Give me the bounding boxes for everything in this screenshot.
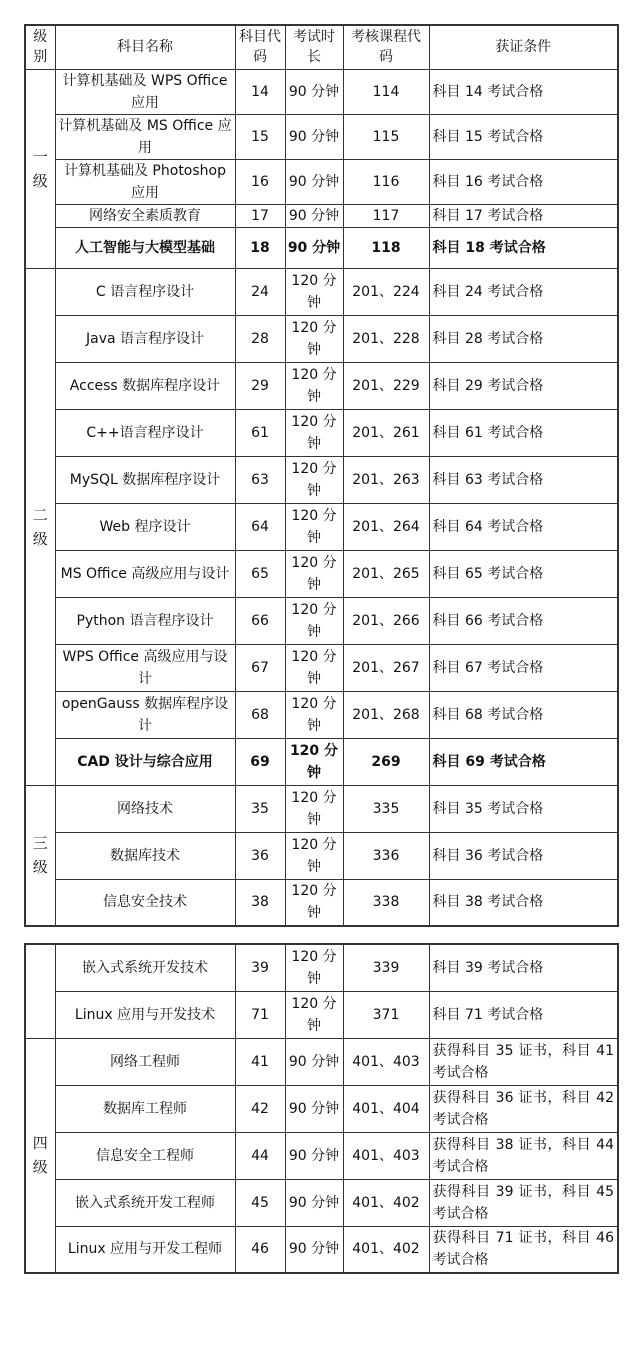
subject-code: 18 (235, 227, 285, 268)
course-code: 115 (343, 114, 429, 159)
cert-condition: 科目 64 考试合格 (429, 503, 618, 550)
cert-condition: 科目 28 考试合格 (429, 315, 618, 362)
course-code: 201、266 (343, 597, 429, 644)
cert-condition: 科目 68 考试合格 (429, 691, 618, 738)
course-code: 336 (343, 832, 429, 879)
header-name: 科目名称 (55, 25, 235, 69)
subject-name: C++语言程序设计 (55, 409, 235, 456)
subject-code: 35 (235, 785, 285, 832)
subject-code: 36 (235, 832, 285, 879)
subject-name: 计算机基础及 MS Office 应用 (55, 114, 235, 159)
subject-name: 计算机基础及 WPS Office 应用 (55, 69, 235, 114)
cert-condition: 科目 38 考试合格 (429, 879, 618, 926)
subject-name: 数据库技术 (55, 832, 235, 879)
exam-duration: 120 分钟 (285, 409, 343, 456)
subject-name: 网络工程师 (55, 1038, 235, 1085)
course-code: 371 (343, 991, 429, 1038)
subject-code: 63 (235, 456, 285, 503)
header-duration: 考试时长 (285, 25, 343, 69)
subject-name: 信息安全工程师 (55, 1132, 235, 1179)
exam-subjects-table-2 (24, 943, 619, 1274)
level-2-cell: 二 级 (25, 268, 55, 785)
subject-code: 66 (235, 597, 285, 644)
course-code: 339 (343, 944, 429, 991)
subject-code: 24 (235, 268, 285, 315)
subject-code: 46 (235, 1226, 285, 1273)
table-row (25, 1085, 618, 1132)
cert-condition: 科目 16 考试合格 (429, 159, 618, 204)
course-code: 401、404 (343, 1085, 429, 1132)
table-header-row (25, 25, 618, 69)
exam-subjects-table-1 (24, 24, 619, 927)
table-row (25, 1038, 618, 1085)
table-row (25, 268, 618, 315)
subject-code: 69 (235, 738, 285, 785)
subject-code: 28 (235, 315, 285, 362)
table-row (25, 1132, 618, 1179)
exam-duration: 90 分钟 (285, 114, 343, 159)
table-row (25, 738, 618, 785)
exam-duration: 90 分钟 (285, 1132, 343, 1179)
course-code: 401、403 (343, 1038, 429, 1085)
subject-code: 29 (235, 362, 285, 409)
cert-condition: 科目 67 考试合格 (429, 644, 618, 691)
subject-code: 65 (235, 550, 285, 597)
table-row (25, 597, 618, 644)
cert-condition: 科目 36 考试合格 (429, 832, 618, 879)
subject-name: Python 语言程序设计 (55, 597, 235, 644)
table-row (25, 785, 618, 832)
course-code: 201、263 (343, 456, 429, 503)
subject-name: Linux 应用与开发技术 (55, 991, 235, 1038)
subject-name: MS Office 高级应用与设计 (55, 550, 235, 597)
exam-duration: 90 分钟 (285, 69, 343, 114)
table-row (25, 1179, 618, 1226)
level-4-continued-cell (25, 944, 55, 1038)
subject-name: 嵌入式系统开发工程师 (55, 1179, 235, 1226)
table-row (25, 159, 618, 204)
subject-code: 39 (235, 944, 285, 991)
header-code: 科目代码 (235, 25, 285, 69)
subject-code: 67 (235, 644, 285, 691)
subject-name: 计算机基础及 Photoshop 应用 (55, 159, 235, 204)
exam-duration: 120 分钟 (285, 315, 343, 362)
table-row (25, 691, 618, 738)
course-code: 401、402 (343, 1179, 429, 1226)
subject-code: 41 (235, 1038, 285, 1085)
course-code: 201、224 (343, 268, 429, 315)
cert-condition: 科目 35 考试合格 (429, 785, 618, 832)
exam-duration: 120 分钟 (285, 738, 343, 785)
cert-condition: 科目 39 考试合格 (429, 944, 618, 991)
exam-duration: 120 分钟 (285, 503, 343, 550)
header-course-code: 考核课程代码 (343, 25, 429, 69)
table-row (25, 69, 618, 114)
table-row (25, 550, 618, 597)
course-code: 118 (343, 227, 429, 268)
subject-name: C 语言程序设计 (55, 268, 235, 315)
course-code: 338 (343, 879, 429, 926)
table-row (25, 227, 618, 268)
table-row (25, 832, 618, 879)
cert-condition: 获得科目 35 证书，科目 41 考试合格 (429, 1038, 618, 1085)
table-row (25, 991, 618, 1038)
course-code: 201、228 (343, 315, 429, 362)
exam-duration: 120 分钟 (285, 550, 343, 597)
subject-name: Java 语言程序设计 (55, 315, 235, 362)
level-3-cell: 三 级 (25, 785, 55, 926)
header-condition: 获证条件 (429, 25, 618, 69)
course-code: 117 (343, 204, 429, 227)
exam-duration: 90 分钟 (285, 1085, 343, 1132)
exam-duration: 120 分钟 (285, 362, 343, 409)
exam-duration: 120 分钟 (285, 597, 343, 644)
subject-name: Web 程序设计 (55, 503, 235, 550)
exam-duration: 120 分钟 (285, 991, 343, 1038)
subject-name: 数据库工程师 (55, 1085, 235, 1132)
course-code: 201、261 (343, 409, 429, 456)
subject-name: 信息安全技术 (55, 879, 235, 926)
exam-duration: 120 分钟 (285, 944, 343, 991)
cert-condition: 科目 29 考试合格 (429, 362, 618, 409)
course-code: 401、402 (343, 1226, 429, 1273)
exam-duration: 120 分钟 (285, 691, 343, 738)
cert-condition: 科目 71 考试合格 (429, 991, 618, 1038)
course-code: 201、265 (343, 550, 429, 597)
course-code: 201、268 (343, 691, 429, 738)
table-row (25, 315, 618, 362)
exam-duration: 90 分钟 (285, 1179, 343, 1226)
subject-code: 45 (235, 1179, 285, 1226)
course-code: 201、264 (343, 503, 429, 550)
subject-name: Access 数据库程序设计 (55, 362, 235, 409)
subject-name: openGauss 数据库程序设计 (55, 691, 235, 738)
exam-duration: 120 分钟 (285, 644, 343, 691)
table-row (25, 409, 618, 456)
subject-name: 网络安全素质教育 (55, 204, 235, 227)
subject-name: 人工智能与大模型基础 (55, 227, 235, 268)
exam-duration: 120 分钟 (285, 456, 343, 503)
subject-name: 网络技术 (55, 785, 235, 832)
subject-code: 68 (235, 691, 285, 738)
subject-name: WPS Office 高级应用与设计 (55, 644, 235, 691)
subject-code: 71 (235, 991, 285, 1038)
subject-code: 38 (235, 879, 285, 926)
exam-duration: 120 分钟 (285, 832, 343, 879)
subject-code: 16 (235, 159, 285, 204)
cert-condition: 科目 14 考试合格 (429, 69, 618, 114)
subject-code: 42 (235, 1085, 285, 1132)
level-4-cell: 四 级 (25, 1038, 55, 1273)
cert-condition: 获得科目 38 证书，科目 44 考试合格 (429, 1132, 618, 1179)
table-row (25, 644, 618, 691)
cert-condition: 科目 15 考试合格 (429, 114, 618, 159)
subject-code: 15 (235, 114, 285, 159)
exam-duration: 120 分钟 (285, 785, 343, 832)
exam-duration: 90 分钟 (285, 1038, 343, 1085)
exam-duration: 90 分钟 (285, 204, 343, 227)
cert-condition: 科目 17 考试合格 (429, 204, 618, 227)
cert-condition: 科目 24 考试合格 (429, 268, 618, 315)
table-row (25, 503, 618, 550)
course-code: 201、267 (343, 644, 429, 691)
subject-name: CAD 设计与综合应用 (55, 738, 235, 785)
course-code: 401、403 (343, 1132, 429, 1179)
cert-condition: 科目 63 考试合格 (429, 456, 618, 503)
cert-condition: 科目 69 考试合格 (429, 738, 618, 785)
exam-duration: 90 分钟 (285, 1226, 343, 1273)
subject-code: 61 (235, 409, 285, 456)
cert-condition: 科目 65 考试合格 (429, 550, 618, 597)
table-row (25, 879, 618, 926)
exam-duration: 120 分钟 (285, 879, 343, 926)
cert-condition: 获得科目 39 证书，科目 45 考试合格 (429, 1179, 618, 1226)
course-code: 201、229 (343, 362, 429, 409)
course-code: 116 (343, 159, 429, 204)
table-row (25, 456, 618, 503)
course-code: 114 (343, 69, 429, 114)
header-level: 级别 (25, 25, 55, 69)
course-code: 269 (343, 738, 429, 785)
cert-condition: 科目 18 考试合格 (429, 227, 618, 268)
subject-code: 64 (235, 503, 285, 550)
cert-condition: 科目 66 考试合格 (429, 597, 618, 644)
course-code: 335 (343, 785, 429, 832)
subject-code: 14 (235, 69, 285, 114)
exam-duration: 90 分钟 (285, 159, 343, 204)
table-row (25, 204, 618, 227)
subject-name: MySQL 数据库程序设计 (55, 456, 235, 503)
subject-name: 嵌入式系统开发技术 (55, 944, 235, 991)
subject-code: 44 (235, 1132, 285, 1179)
table-row (25, 1226, 618, 1273)
table-row (25, 362, 618, 409)
subject-code: 17 (235, 204, 285, 227)
cert-condition: 获得科目 36 证书，科目 42 考试合格 (429, 1085, 618, 1132)
cert-condition: 获得科目 71 证书，科目 46 考试合格 (429, 1226, 618, 1273)
level-1-cell: 一 级 (25, 69, 55, 268)
exam-duration: 120 分钟 (285, 268, 343, 315)
subject-name: Linux 应用与开发工程师 (55, 1226, 235, 1273)
cert-condition: 科目 61 考试合格 (429, 409, 618, 456)
table-row (25, 114, 618, 159)
table-row (25, 944, 618, 991)
exam-duration: 90 分钟 (285, 227, 343, 268)
